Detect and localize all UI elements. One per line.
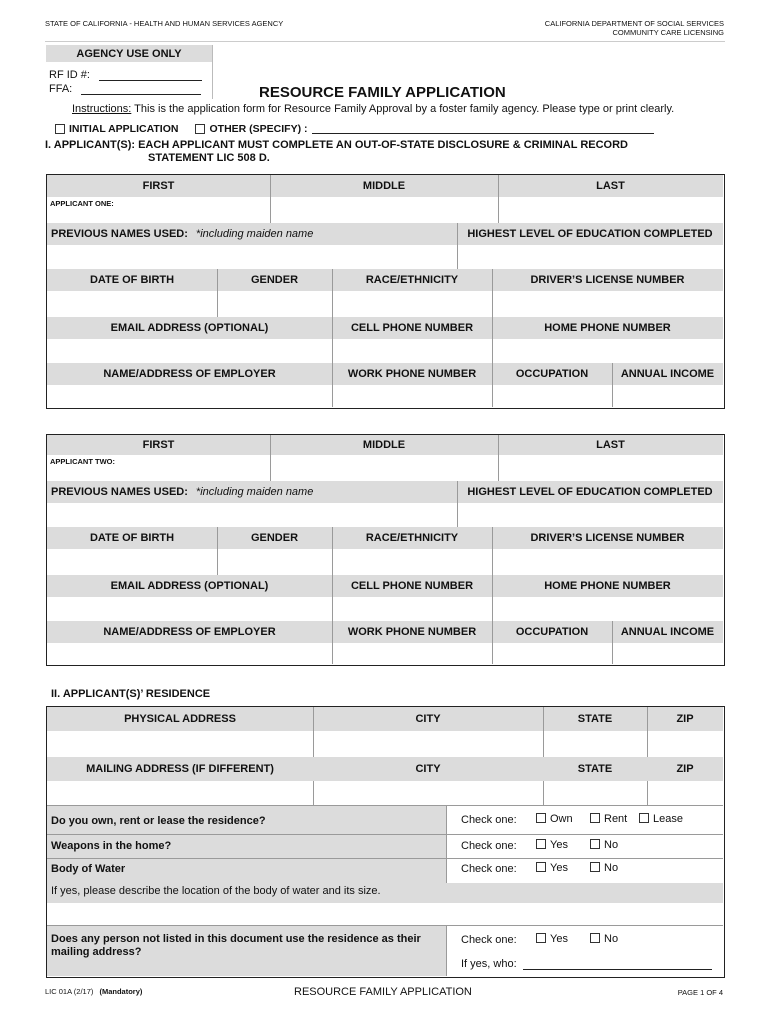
race-header: RACE/ETHNICITY <box>365 274 459 286</box>
section-one-line2: STATEMENT LIC 508 D. <box>148 152 270 164</box>
education-header: HIGHEST LEVEL OF EDUCATION COMPLETED <box>467 228 713 240</box>
annual-income-header: ANNUAL INCOME <box>620 368 715 380</box>
mailing-yes-option[interactable] <box>536 933 568 945</box>
mailing-no-option[interactable] <box>590 933 618 945</box>
applicant-one-education-input[interactable] <box>458 245 723 269</box>
applicant-one-dl-input[interactable] <box>493 291 723 317</box>
mailing-address-input[interactable] <box>47 781 313 805</box>
applicant-one-email-input[interactable] <box>47 339 332 363</box>
applicant-two-home-input[interactable] <box>493 597 723 621</box>
drivers-license-header: DRIVER’S LICENSE NUMBER <box>530 274 685 286</box>
applicant-one-home-input[interactable] <box>493 339 723 363</box>
initial-application-checkbox[interactable] <box>55 124 65 134</box>
applicant-one-income-input[interactable] <box>613 385 723 407</box>
weapons-question: Weapons in the home? <box>51 840 172 852</box>
applicant-one-last-input[interactable] <box>499 197 723 223</box>
other-specify-input[interactable] <box>312 124 654 134</box>
mailing-city-input[interactable] <box>314 781 543 805</box>
previous-names-label: PREVIOUS NAMES USED: <box>51 486 188 498</box>
applicant-one-gender-input[interactable] <box>218 291 332 317</box>
applicant-two-dob-input[interactable] <box>47 549 217 575</box>
mandatory-label: (Mandatory) <box>99 987 143 996</box>
section-two-heading: II. APPLICANT(S)’ RESIDENCE <box>51 688 211 700</box>
last-name-header: LAST <box>596 180 625 192</box>
water-no-option[interactable] <box>590 862 618 874</box>
employer-header: NAME/ADDRESS OF EMPLOYER <box>103 626 276 638</box>
mailing-no-checkbox[interactable] <box>590 933 600 943</box>
mailing-no-label: No <box>604 933 619 945</box>
applicant-one-employer-input[interactable] <box>47 385 332 407</box>
own-option[interactable] <box>536 813 573 825</box>
own-checkbox[interactable] <box>536 813 546 823</box>
water-check-one-label: Check one: <box>461 863 517 875</box>
mailing-yes-checkbox[interactable] <box>536 933 546 943</box>
cell-phone-header: CELL PHONE NUMBER <box>350 322 474 334</box>
weapons-yes-option[interactable] <box>536 839 568 851</box>
applicant-one-label: APPLICANT ONE: <box>50 199 114 208</box>
applicant-one-race-input[interactable] <box>333 291 492 317</box>
rf-id-input[interactable] <box>99 70 202 81</box>
form-code <box>45 987 142 996</box>
ffa-row <box>49 83 201 95</box>
applicant-two-previous-names-input[interactable] <box>47 503 457 527</box>
lease-checkbox[interactable] <box>639 813 649 823</box>
previous-names-label: PREVIOUS NAMES USED: <box>51 228 188 240</box>
department-name: CALIFORNIA DEPARTMENT OF SOCIAL SERVICES <box>544 19 724 28</box>
mailing-address-header: MAILING ADDRESS (IF DIFFERENT) <box>86 763 274 775</box>
city-header: CITY <box>415 713 441 725</box>
dob-header: DATE OF BIRTH <box>89 274 175 286</box>
form-title: RESOURCE FAMILY APPLICATION <box>259 84 506 101</box>
rent-checkbox[interactable] <box>590 813 600 823</box>
gender-header: GENDER <box>250 532 299 544</box>
city-header: CITY <box>415 763 441 775</box>
department-header <box>545 19 724 37</box>
water-yes-label: Yes <box>550 862 568 874</box>
first-name-header: FIRST <box>142 180 175 192</box>
weapons-no-label: No <box>604 839 619 851</box>
mailing-address-question: Does any person not listed in this document use the residence as their mailing address? <box>51 933 421 958</box>
state-header: STATE <box>577 763 613 775</box>
applicant-one-middle-input[interactable] <box>271 197 498 223</box>
water-description-prompt: If yes, please describe the location of the body of water and its size. <box>51 885 381 897</box>
lease-label: Lease <box>653 813 683 825</box>
weapons-yes-checkbox[interactable] <box>536 839 546 849</box>
last-name-header: LAST <box>596 439 625 451</box>
rent-label: Rent <box>604 813 628 825</box>
residence-section <box>46 706 725 978</box>
mailing-zip-input[interactable] <box>648 781 723 805</box>
rf-id-label: RF ID #: <box>49 69 90 81</box>
if-yes-who-row <box>461 958 712 970</box>
applicant-two-gender-input[interactable] <box>218 549 332 575</box>
water-description-input[interactable] <box>47 903 723 925</box>
mailing-state-input[interactable] <box>544 781 647 805</box>
applicant-one-cell-input[interactable] <box>333 339 492 363</box>
applicant-two-education-input[interactable] <box>458 503 723 527</box>
own-check-one-label: Check one: <box>461 814 517 826</box>
home-phone-header: HOME PHONE NUMBER <box>544 322 671 334</box>
gender-header: GENDER <box>250 274 299 286</box>
education-header: HIGHEST LEVEL OF EDUCATION COMPLETED <box>467 486 713 498</box>
middle-name-header: MIDDLE <box>362 180 406 192</box>
home-phone-header: HOME PHONE NUMBER <box>544 580 671 592</box>
drivers-license-header: DRIVER’S LICENSE NUMBER <box>530 532 685 544</box>
other-specify-label: OTHER (SPECIFY) : <box>209 123 308 135</box>
mailing-yes-label: Yes <box>550 933 568 945</box>
lease-option[interactable] <box>639 813 683 825</box>
licensing-name: COMMUNITY CARE LICENSING <box>612 28 724 37</box>
applicant-two-cell-input[interactable] <box>333 597 492 621</box>
applicant-one-occupation-input[interactable] <box>493 385 612 407</box>
if-yes-who-label: If yes, who: <box>461 958 517 970</box>
section-one-line1: I. APPLICANT(S): EACH APPLICANT MUST COMPLETE AN OUT-OF-STATE DISCLOSURE & CRIMINAL RECORD <box>45 139 628 151</box>
zip-header: ZIP <box>676 763 694 775</box>
applicant-one-previous-names-input[interactable] <box>47 245 457 269</box>
work-phone-header: WORK PHONE NUMBER <box>347 626 477 638</box>
own-label: Own <box>550 813 573 825</box>
body-of-water-question: Body of Water <box>51 863 126 875</box>
previous-names-note: *including maiden name <box>195 486 314 498</box>
instructions-label: Instructions: <box>72 103 132 115</box>
physical-city-input[interactable] <box>314 731 543 757</box>
applicant-two-email-input[interactable] <box>47 597 332 621</box>
rent-option[interactable] <box>590 813 627 825</box>
occupation-header: OCCUPATION <box>515 626 589 638</box>
own-rent-lease-question: Do you own, rent or lease the residence? <box>51 815 266 827</box>
application-type-row <box>55 123 654 135</box>
physical-state-input[interactable] <box>544 731 647 757</box>
email-header: EMAIL ADDRESS (OPTIONAL) <box>110 322 269 334</box>
physical-address-header: PHYSICAL ADDRESS <box>124 713 236 725</box>
previous-names-note: *including maiden name <box>195 228 314 240</box>
weapons-no-option[interactable] <box>590 839 618 851</box>
employer-header: NAME/ADDRESS OF EMPLOYER <box>103 368 276 380</box>
applicant-two-middle-input[interactable] <box>271 455 498 481</box>
instructions <box>72 103 674 115</box>
applicant-two-dl-input[interactable] <box>493 549 723 575</box>
applicant-one-section <box>46 174 725 409</box>
previous-names-header <box>47 223 457 245</box>
form-code-number: LIC 01A (2/17) <box>45 987 94 996</box>
applicant-one-dob-input[interactable] <box>47 291 217 317</box>
physical-address-input[interactable] <box>47 731 313 757</box>
work-phone-header: WORK PHONE NUMBER <box>347 368 477 380</box>
state-header: STATE <box>577 713 613 725</box>
middle-name-header: MIDDLE <box>362 439 406 451</box>
applicant-two-employer-input[interactable] <box>47 643 332 664</box>
agency-left-header: STATE OF CALIFORNIA - HEALTH AND HUMAN SERVICES AGENCY <box>45 19 284 28</box>
initial-application-label: INITIAL APPLICATION <box>69 123 179 135</box>
applicant-two-work-phone-input[interactable] <box>333 643 492 664</box>
instructions-text: This is the application form for Resource Family Approval by a foster family agency. Please type or print clearly. <box>134 103 675 115</box>
mailing-check-one-label: Check one: <box>461 934 517 946</box>
weapons-no-checkbox[interactable] <box>590 839 600 849</box>
email-header: EMAIL ADDRESS (OPTIONAL) <box>110 580 269 592</box>
water-yes-option[interactable] <box>536 862 568 874</box>
ffa-input[interactable] <box>81 84 201 95</box>
water-no-checkbox[interactable] <box>590 862 600 872</box>
applicant-two-occupation-input[interactable] <box>493 643 612 664</box>
applicant-two-race-input[interactable] <box>333 549 492 575</box>
footer-title: RESOURCE FAMILY APPLICATION <box>294 986 472 998</box>
applicant-two-income-input[interactable] <box>613 643 723 664</box>
previous-names-header <box>47 481 457 503</box>
weapons-yes-label: Yes <box>550 839 568 851</box>
ffa-label: FFA: <box>49 83 73 95</box>
if-yes-who-input[interactable] <box>523 959 712 970</box>
rf-id-row <box>49 69 202 81</box>
dob-header: DATE OF BIRTH <box>89 532 175 544</box>
annual-income-header: ANNUAL INCOME <box>620 626 715 638</box>
applicant-one-work-phone-input[interactable] <box>333 385 492 407</box>
page-number: PAGE 1 OF 4 <box>677 988 723 997</box>
zip-header: ZIP <box>676 713 694 725</box>
applicant-two-label: APPLICANT TWO: <box>50 457 115 466</box>
race-header: RACE/ETHNICITY <box>365 532 459 544</box>
applicant-two-first-input[interactable] <box>47 455 270 481</box>
weapons-check-one-label: Check one: <box>461 840 517 852</box>
cell-phone-header: CELL PHONE NUMBER <box>350 580 474 592</box>
agency-use-title: AGENCY USE ONLY <box>46 45 212 62</box>
other-specify-checkbox[interactable] <box>195 124 205 134</box>
water-no-label: No <box>604 862 619 874</box>
agency-use-box <box>46 45 213 99</box>
water-yes-checkbox[interactable] <box>536 862 546 872</box>
occupation-header: OCCUPATION <box>515 368 589 380</box>
applicant-one-first-input[interactable] <box>47 197 270 223</box>
first-name-header: FIRST <box>142 439 175 451</box>
applicant-two-section <box>46 434 725 666</box>
section-one-heading <box>45 139 628 165</box>
applicant-two-last-input[interactable] <box>499 455 723 481</box>
physical-zip-input[interactable] <box>648 731 723 757</box>
